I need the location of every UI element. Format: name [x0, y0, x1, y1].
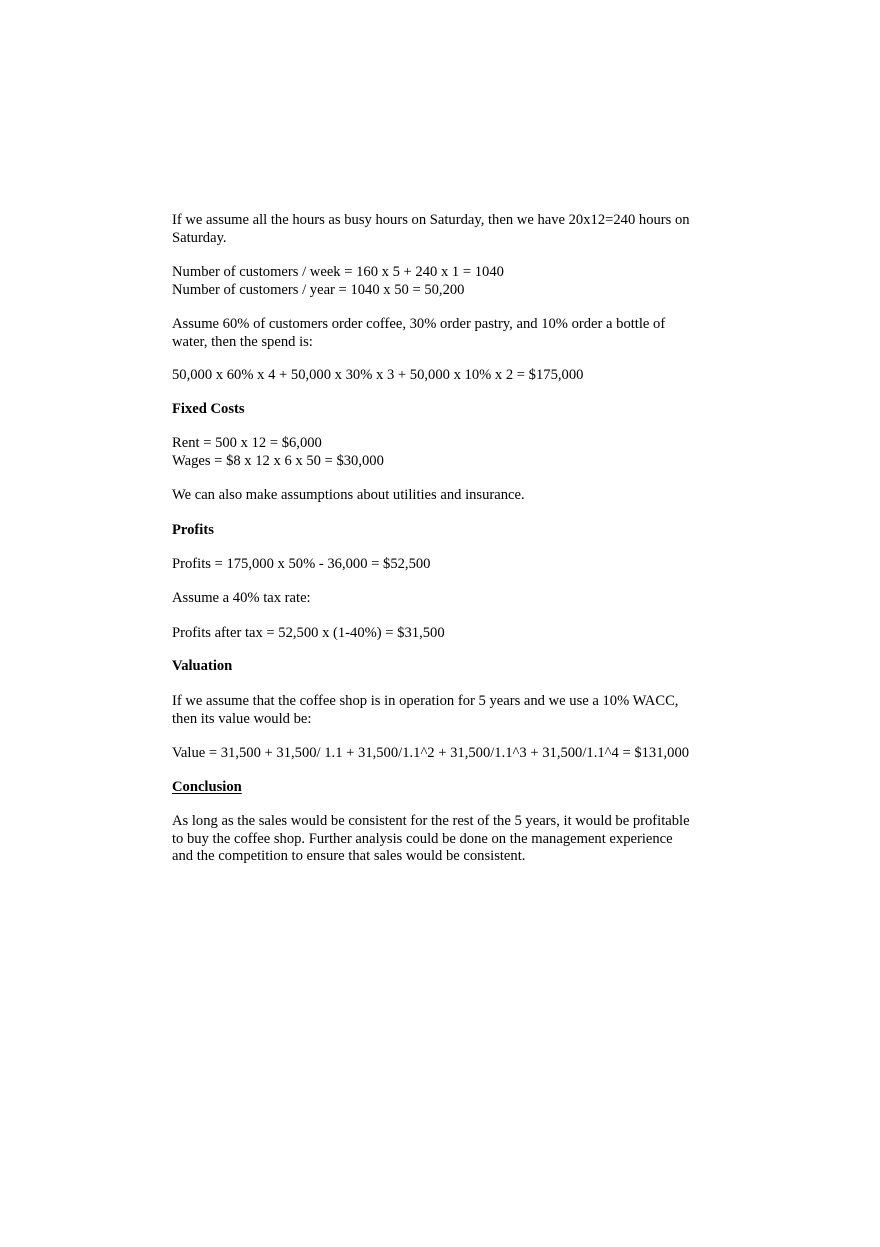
paragraph-saturday-hours — [172, 212, 690, 247]
text-line: Number of customers / year = 1040 x 50 = 50,200 — [172, 281, 465, 298]
paragraph-profits — [172, 556, 430, 574]
text-line: Rent = 500 x 12 = $6,000 — [172, 435, 322, 451]
heading-conclusion — [172, 779, 242, 797]
text-line: then its value would be: — [172, 710, 312, 727]
text-line: If we assume that the coffee shop is in operation for 5 years and we use a 10% WACC, — [172, 693, 679, 709]
heading-profits — [172, 522, 214, 540]
text-line: As long as the sales would be consistent for the rest of the 5 years, it would be profitable — [172, 813, 690, 829]
text-line: Number of customers / week = 160 x 5 + 240 x 1 = 1040 — [172, 264, 504, 280]
heading-text: Valuation — [172, 658, 233, 674]
heading-fixed-costs — [172, 401, 245, 419]
text-line: Assume a 40% tax rate: — [172, 590, 311, 606]
heading-text: Profits — [172, 522, 214, 538]
paragraph-customer-counts — [172, 264, 504, 299]
text-line: We can also make assumptions about utilities and insurance. — [172, 487, 525, 503]
heading-valuation — [172, 658, 232, 676]
text-line: Profits = 175,000 x 50% - 36,000 = $52,500 — [172, 556, 431, 572]
paragraph-utilities — [172, 487, 525, 505]
text-line: Value = 31,500 + 31,500/ 1.1 + 31,500/1.1^2 + 31,500/1.1^3 + 31,500/1.1^4 = $131,000 — [172, 745, 690, 761]
paragraph-spend-calc — [172, 367, 583, 385]
heading-text: Fixed Costs — [172, 401, 245, 417]
text-line: 50,000 x 60% x 4 + 50,000 x 30% x 3 + 50,000 x 10% x 2 = $175,000 — [172, 367, 584, 383]
text-line: If we assume all the hours as busy hours on Saturday, then we have 20x12=240 hours on — [172, 212, 690, 228]
text-line: and the competition to ensure that sales would be consistent. — [172, 848, 526, 864]
heading-text: Conclusion — [172, 779, 242, 795]
text-line: Saturday. — [172, 229, 227, 246]
paragraph-fixed-costs — [172, 435, 384, 470]
paragraph-value-calc — [172, 745, 689, 763]
text-line: Wages = $8 x 12 x 6 x 50 = $30,000 — [172, 452, 384, 469]
text-line: water, then the spend is: — [172, 333, 313, 350]
paragraph-tax-rate — [172, 590, 311, 608]
paragraph-profits-after-tax — [172, 625, 445, 643]
text-line: Assume 60% of customers order coffee, 30% order pastry, and 10% order a bottle of — [172, 316, 666, 332]
paragraph-order-mix — [172, 316, 665, 351]
paragraph-conclusion — [172, 813, 690, 866]
paragraph-valuation-assumption — [172, 693, 678, 728]
text-line: to buy the coffee shop. Further analysis could be done on the management experience — [172, 830, 673, 847]
text-line: Profits after tax = 52,500 x (1-40%) = $31,500 — [172, 625, 445, 641]
